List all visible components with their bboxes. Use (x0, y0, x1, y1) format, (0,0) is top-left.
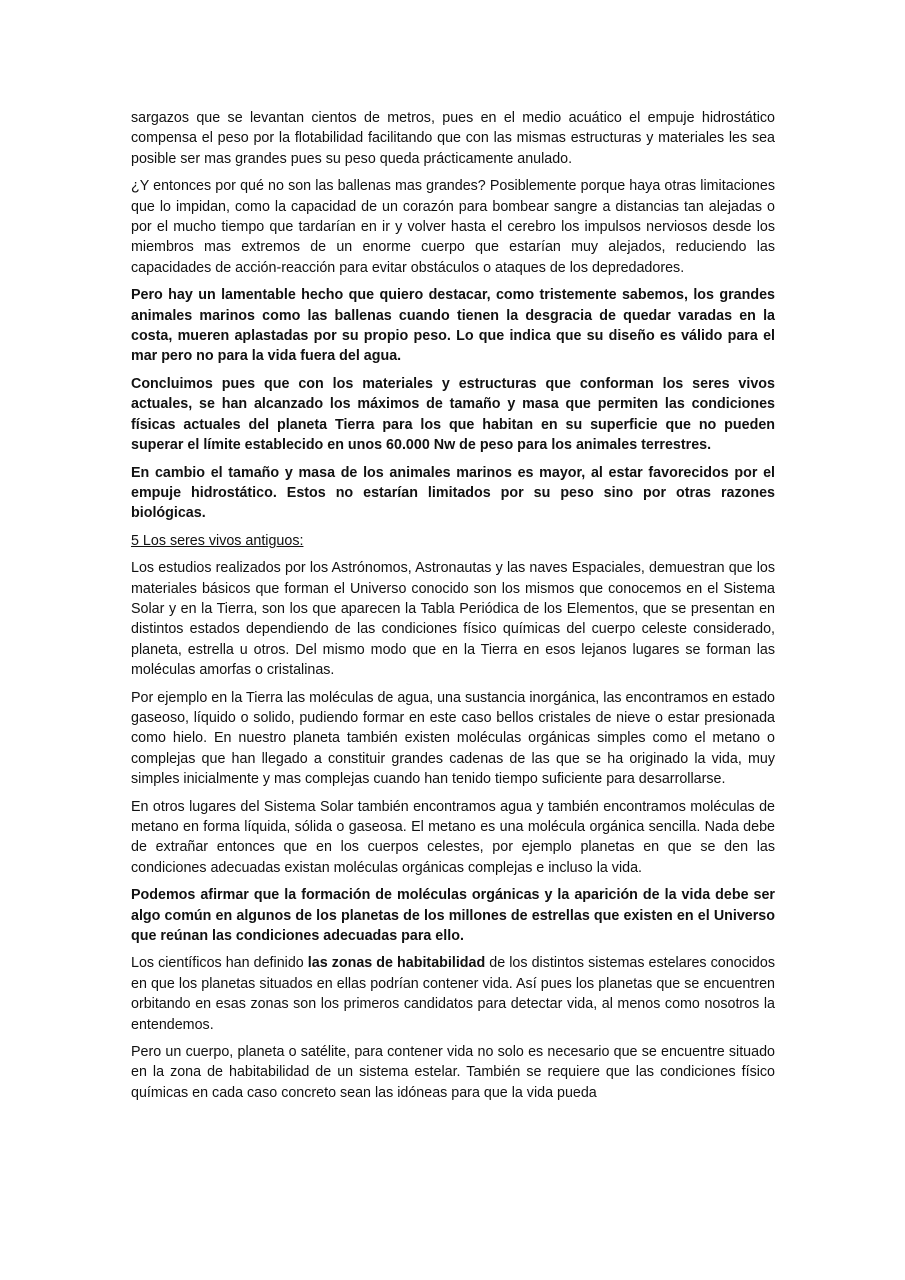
paragraph-lamentable-hecho: Pero hay un lamentable hecho que quiero destacar, como tristemente sabemos, los grandes animales marinos como las ballenas cuando tienen la desgracia de quedar varadas en la costa, mueren aplastadas por su propio peso. Lo que indica que su diseño es válido para el mar pero no para la vida fuera del agua. (131, 287, 775, 365)
paragraph-ballenas-question: ¿Y entonces por qué no son las ballenas mas grandes? Posiblemente porque haya otras limitaciones que lo impidan, como la capacidad de un corazón para bombear sangre a distancias tan alejadas o por el mucho tiempo que tardarían en ir y volver hasta el cerebro los impulsos nerviosos desde los miembros mas extremos de un enorme cuerpo que estarían muy alejados, reduciendo las capacidades de acción-reacción para evitar obstáculos o ataques de los depredadores. (131, 178, 775, 276)
section-heading-seres-vivos-antiguos: 5 Los seres vivos antiguos: (131, 532, 304, 549)
paragraph-ejemplo-tierra: Por ejemplo en la Tierra las moléculas de agua, una sustancia inorgánica, las encontramos en estado gaseoso, líquido o solido, pudiendo formar en este caso bellos cristales de nieve o estar presionada como hielo. En nuestro planeta también existen moléculas orgánicas simples como el metano o complejas que han llegado a constituir grandes cadenas de las que se ha originado la vida, muy simples inicialmente y mas complejas cuando han tenido tiempo suficiente para desarrollarse. (131, 689, 775, 788)
paragraph-zonas-habitabilidad (131, 953, 775, 1035)
paragraph-concluimos: Concluimos pues que con los materiales y estructuras que conforman los seres vivos actuales, se han alcanzado los máximos de tamaño y masa que permiten las condiciones físicas actuales del planeta Tierra para los que habitan en su superficie que no pueden superar el límite establecido en unos 60.000 Nw de peso para los animales terrestres. (131, 375, 775, 454)
document-page (131, 108, 775, 1110)
paragraph-podemos-afirmar: Podemos afirmar que la formación de moléculas orgánicas y la aparición de la vida debe ser algo común en algunos de los planetas de los millones de estrellas que existen en el Universo que reúnan las condiciones adecuadas para ello. (131, 887, 775, 945)
paragraph-sistema-solar: En otros lugares del Sistema Solar también encontramos agua y también encontramos moléculas de metano en forma líquida, sólida o gaseosa. El metano es una molécula orgánica sencilla. Nada debe de extrañar entonces que en los cuerpos celestes, por ejemplo planetas en que se den las condiciones adecuadas existan moléculas orgánicas complejas e incluso la vida. (131, 798, 775, 876)
paragraph-cuerpo-planeta: Pero un cuerpo, planeta o satélite, para contener vida no solo es necesario que se encuentre situado en la zona de habitabilidad de un sistema estelar. También se requiere que las condiciones físico químicas en cada caso concreto sean las idóneas para que la vida pueda (131, 1044, 775, 1101)
paragraph-sargazos: sargazos que se levantan cientos de metros, pues en el medio acuático el empuje hidrostático compensa el peso por la flotabilidad facilitando que con las mismas estructuras y materiales les sea posible ser mas grandes pues su peso queda prácticamente anulado. (131, 110, 775, 167)
zonas-text-before: Los científicos han definido (131, 955, 308, 972)
paragraph-estudios: Los estudios realizados por los Astrónomos, Astronautas y las naves Espaciales, demuestran que los materiales básicos que forman el Universo conocido son los mismos que conocemos en el Sistema Solar y en la Tierra, son los que aparecen la Tabla Periódica de los Elementos, que se presentan en distintos estados dependiendo de las condiciones físico químicas del cuerpo celeste considerado, planeta, estrella u otros. Del mismo modo que en la Tierra en esos lejanos lugares se forman las moléculas amorfas o cristalinas. (131, 560, 775, 679)
paragraph-animales-marinos: En cambio el tamaño y masa de los animales marinos es mayor, al estar favorecidos por el empuje hidrostático. Estos no estarían limitados por su peso sino por otras razones biológicas. (131, 464, 775, 522)
zonas-text-after: de los distintos sistemas estelares conocidos en que los planetas situados en ellas podrían contener vida. Así pues los planetas que se encuentren orbitando en esas zonas son los primeros candidatos para detectar vida, al menos como nosotros la entendemos. (131, 955, 775, 1033)
zonas-highlight: las zonas de habitabilidad (307, 955, 486, 972)
